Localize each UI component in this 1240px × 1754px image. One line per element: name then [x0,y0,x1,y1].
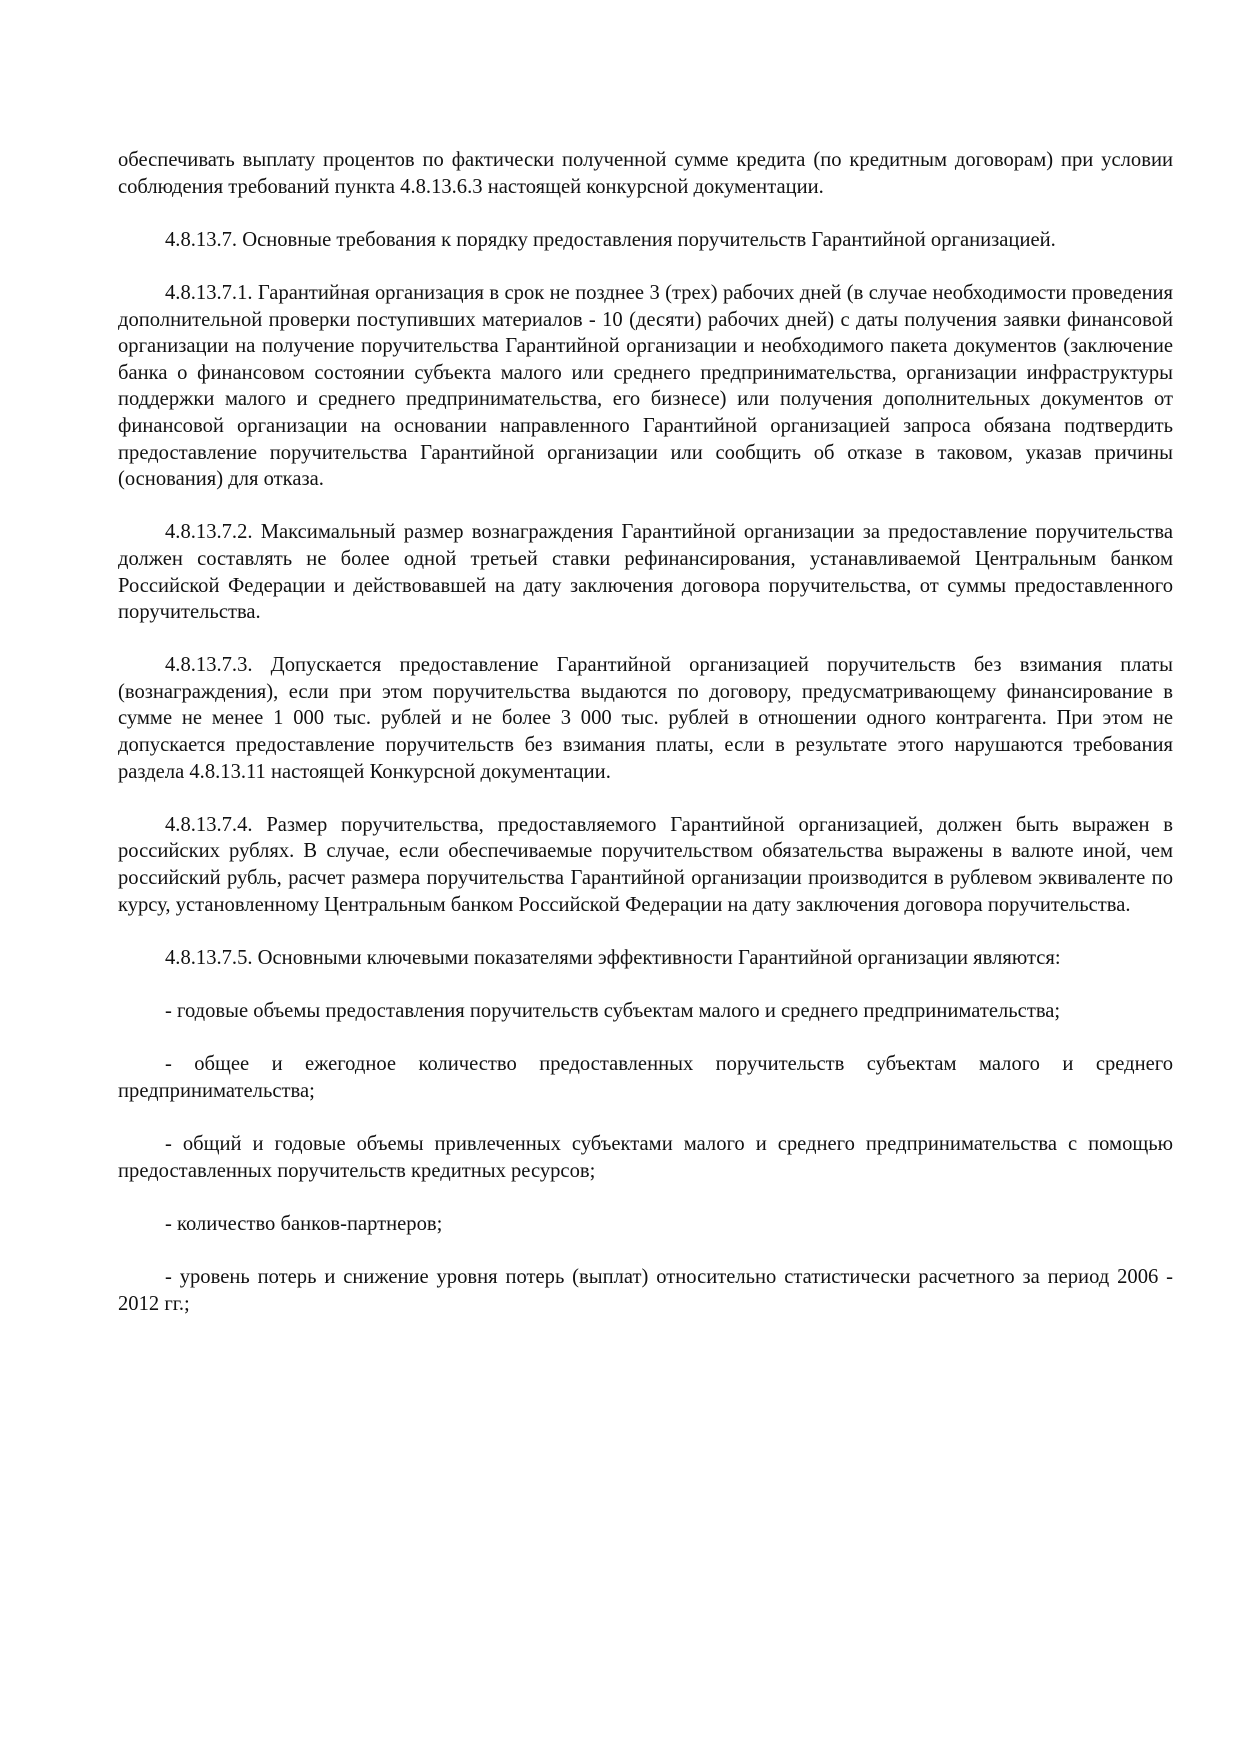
clause-4-8-13-7-1: 4.8.13.7.1. Гарантийная организация в срок не позднее 3 (трех) рабочих дней (в случае необходимости проведения дополнительной проверки поступивших материалов - 10 (десяти) рабочих дней) с даты получения заявки финансовой организации на получение поручительства Гарантийной организации и необходимого пакета документов (заключение банка о финансовом состоянии субъекта малого или среднего предпринимательства, организации инфраструктуры поддержки малого и среднего предпринимательства, его бизнесе) или получения дополнительных документов от финансовой организации на основании направленного Гарантийной организацией запроса обязана подтвердить предоставление поручительства Гарантийной организации или сообщить об отказе в таковом, указав причины (основания) для отказа. [118,281,1173,491]
clause-4-8-13-7-3: 4.8.13.7.3. Допускается предоставление Гарантийной организацией поручительств без взимания платы (вознаграждения), если при этом поручительства выдаются по договору, предусматривающему финансирование в сумме не менее 1 000 тыс. рублей и не более 3 000 тыс. рублей в отношении одного контрагента. При этом не допускается предоставление поручительств без взимания платы, если в результате этого нарушаются требования раздела 4.8.13.11 настоящей Конкурсной документации. [118,654,1173,783]
kpi-list-item: - годовые объемы предоставления поручительств субъектам малого и среднего предпринимательства; [165,1000,1061,1022]
clause-4-8-13-7-2: 4.8.13.7.2. Максимальный размер вознаграждения Гарантийной организации за предоставление поручительства должен составлять не более одной третьей ставки рефинансирования, устанавливаемой Центральным банком Российской Федерации и действовавшей на дату заключения договора поручительства, от суммы предоставленного поручительства. [118,521,1173,624]
clause-4-8-13-7-5: 4.8.13.7.5. Основными ключевыми показателями эффективности Гарантийной организации являются: [165,946,1061,969]
kpi-list-item: - общий и годовые объемы привлеченных субъектами малого и среднего предпринимательства с помощью предоставленных поручительств кредитных ресурсов; [118,1132,1173,1182]
document-page [118,147,1173,1344]
kpi-list-item: - количество банков-партнеров; [165,1212,443,1235]
section-4-8-13-7-heading: 4.8.13.7. Основные требования к порядку предоставления поручительств Гарантийной организацией. [165,228,1056,251]
kpi-list-item: - уровень потерь и снижение уровня потерь (выплат) относительно статистически расчетного за период 2006 - 2012 гг.; [118,1265,1173,1315]
paragraph-continuation: обеспечивать выплату процентов по фактически полученной сумме кредита (по кредитным договорам) при условии соблюдения требований пункта 4.8.13.6.3 настоящей конкурсной документации. [118,149,1173,198]
clause-4-8-13-7-4: 4.8.13.7.4. Размер поручительства, предоставляемого Гарантийной организацией, должен быть выражен в российских рублях. В случае, если обеспечиваемые поручительством обязательства выражены в валюте иной, чем российский рубль, расчет размера поручительства Гарантийной организации производится в рублевом эквиваленте по курсу, установленному Центральным банком Российской Федерации на дату заключения договора поручительства. [118,813,1173,916]
kpi-list-item: - общее и ежегодное количество предоставленных поручительств субъектам малого и среднего предпринимательства; [118,1053,1173,1102]
